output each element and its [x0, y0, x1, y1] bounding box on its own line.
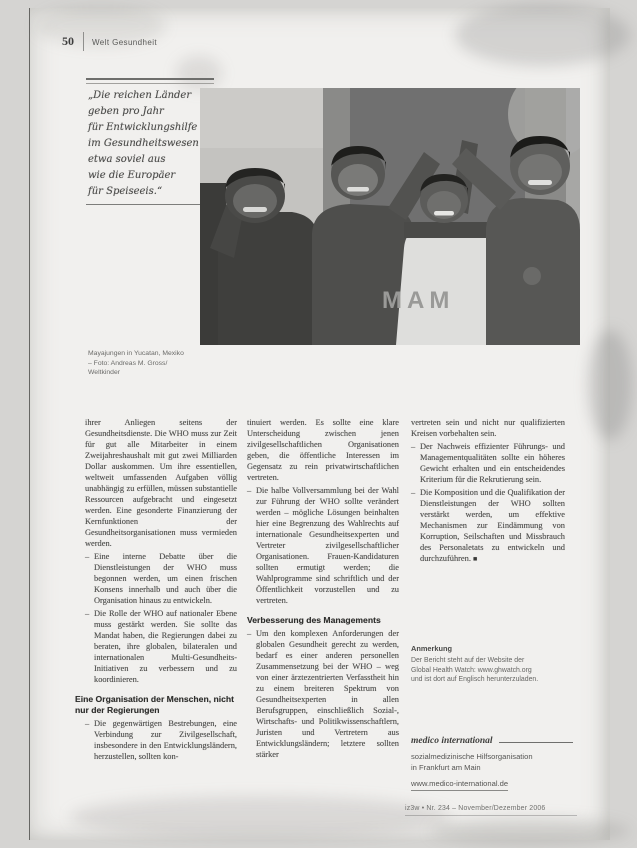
- bullet-marker-icon: –: [247, 629, 252, 638]
- body-paragraph: tinuiert werden. Es sollte eine klare Unterscheidung zwischen jenen zivilgesellschaftlichen Organisationen geben, die öffentliche Interessen im Gegensatz zu rein privatwirtschaftlichen vertreten.: [247, 418, 399, 482]
- org-url: www.medico-international.de: [411, 778, 508, 791]
- bullet-item: [411, 441, 565, 485]
- note-title: Anmerkung: [411, 644, 453, 653]
- subheading: Verbesserung des Managements: [247, 615, 381, 625]
- bullet-marker-icon: –: [247, 486, 252, 495]
- bullet-text: Die gegenwärtigen Bestrebungen, eine Verbindung zur Zivilgesellschaft, insbesondere in den Entwicklungsländern, herzustellen, sollten kon-: [94, 719, 237, 761]
- text-column-2: [247, 417, 399, 762]
- quote-line: geben pro Jahr: [88, 106, 164, 117]
- bullet-item: [85, 608, 237, 685]
- quote-line: für Speiseeis.“: [88, 186, 163, 197]
- bullet-text: Eine interne Debatte über die Dienstleistungen der WHO muss begonnen werden, um einen frischen Konsens innerhalb und auch über die Organisation hinaus zu entwickeln.: [94, 552, 237, 605]
- header-divider: [83, 32, 84, 51]
- photo-children: [200, 88, 580, 345]
- bullet-marker-icon: –: [85, 719, 90, 728]
- bullet-marker-icon: –: [85, 609, 90, 618]
- bullet-marker-icon: –: [411, 488, 416, 497]
- photo-caption: [88, 349, 206, 378]
- quote-line: für Entwicklungshilfe: [88, 122, 198, 133]
- bullet-item: [247, 485, 399, 606]
- bullet-item: [247, 628, 399, 760]
- body-paragraph: ihrer Anliegen seitens der Gesundheitsdienste. Die WHO muss zur Zeit für gut alle Mitarbeiter in einem Zweijahreshaushalt mit gut zwei Milliarden Dollar auskommen. Um ihre essentiellen, weltweit umfassenden Aufgaben völlig unabhängig zu erfüllen, müssen substantielle Ressourcen aufgebracht und eingesetzt werden. Eine gesonderte Finanzierung der Kernfunktionen der Gesundheitsorganisationen muss vermieden werden.: [85, 418, 237, 548]
- quote-rule-top: [86, 78, 214, 84]
- quote-line: „Die reichen Länder: [88, 90, 192, 101]
- rule-line: [499, 742, 573, 743]
- org-description: sozialmedizinische Hilfsorganisation: [411, 752, 533, 761]
- shirt-text: MAM: [382, 287, 455, 314]
- pull-quote: [88, 88, 214, 200]
- article-end-marker-icon: ■: [473, 555, 478, 563]
- note-line: Der Bericht steht auf der Website der: [411, 657, 525, 664]
- section-title: Welt Gesundheit: [92, 38, 157, 47]
- org-name: medico international: [411, 736, 493, 746]
- bullet-text: Die Komposition und die Qualifikation der Dienstleistungen der WHO sollten verstärkt werden, um effektive Mechanismen zur Eindämmung von Korruption, Seilschaften und Missbrauch des Personaletats zu entwickeln und durchzuführen.: [420, 488, 565, 563]
- caption-line: Mayajungen in Yucatan, Mexiko: [88, 350, 184, 357]
- caption-line: – Foto: Andreas M. Gross/: [88, 359, 168, 367]
- body-paragraph: vertreten sein und nicht nur qualifizierten Kreisen vorbehalten sein.: [411, 418, 565, 438]
- bullet-text: Der Nachweis effizienter Führungs- und Managementqualitäten sollte ein höheres Gewicht erhalten und ein entscheidendes Kriterium für die Rekrutierung sein.: [420, 442, 565, 484]
- text-column-1: [75, 417, 237, 764]
- note-line: Global Health Watch: www.ghwatch.org: [411, 666, 532, 674]
- quote-rule-bottom: [86, 204, 214, 205]
- page-number: 50: [62, 34, 74, 48]
- bullet-text: Die halbe Vollversammlung bei der Wahl zur Führung der WHO sollte verändert werden – mögliche Lösungen beinhalten hier eine Begrenzung des Wahlrechts auf internationale Gesundheitsexperten und Vertreter zivilgesellschaftlicher Organisationen. Frauen-Kandidaturen sollten ermutigt werden; die Wahlprogramme sind schriftlich und der Öffentlichkeit vorzustellen und zu vertreten.: [256, 486, 399, 605]
- caption-line: Weltkinder: [88, 369, 120, 376]
- note-line: und ist dort auf Englisch herunterzuladen.: [411, 676, 539, 683]
- org-location: in Frankfurt am Main: [411, 763, 481, 772]
- issue-footer: iz3w • Nr. 234 – November/Dezember 2006: [405, 804, 577, 816]
- subheading: Eine Organisation der Menschen, nicht nur der Regierungen: [75, 694, 235, 715]
- bullet-text: Die Rolle der WHO auf nationaler Ebene muss gestärkt werden. Sie sollte das Mandat haben, die Regierungen dabei zu beraten, ihre globalen, bilateralen und internationalen Multi-Gesundheits-Initiativen zu verbessern und zu koordinieren.: [94, 609, 237, 684]
- note-block: [411, 644, 569, 685]
- medico-info-box: [411, 735, 573, 791]
- text-column-3: [411, 417, 565, 567]
- bullet-marker-icon: –: [85, 552, 90, 561]
- bullet-item: [85, 551, 237, 606]
- quote-line: etwa soviel aus: [88, 154, 166, 165]
- quote-line: im Gesundheitswesen: [88, 138, 199, 149]
- bullet-item: [85, 718, 237, 762]
- bullet-marker-icon: –: [411, 442, 416, 451]
- bullet-text: Um den komplexen Anforderungen der globalen Gesundheit gerecht zu werden, bedarf es einer anderen personellen Zusammensetzung bei der WHO – weg von einer ärztezentrierten Verfasstheit hin zu einem breiteren Spektrum von Gesundheitsexperten in allen Berufsgruppen, einschließlich Sozial-, Wirtschafts- und Politikwissenschaftlern, Juristen und Vertretern aus Entwicklungsländern; letztere sollten stärker: [256, 629, 399, 759]
- quote-line: wie die Europäer: [88, 170, 176, 181]
- bullet-item: [411, 487, 565, 565]
